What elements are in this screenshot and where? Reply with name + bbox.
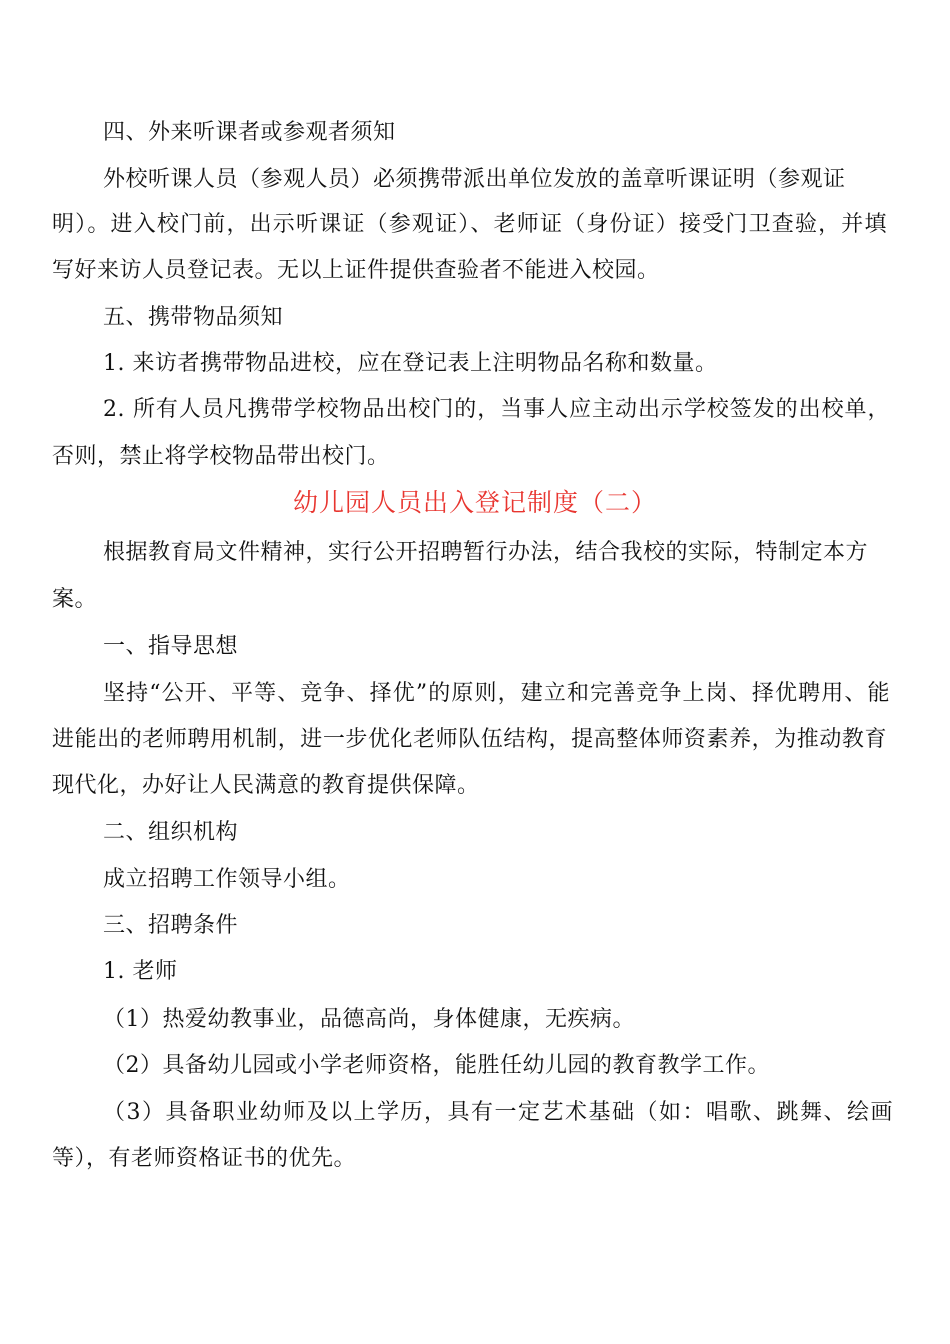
section-5-item-2: 2. 所有人员凡携带学校物品出校门的，当事人应主动出示学校签发的出校单，	[103, 397, 890, 422]
part-3-subheading: 1. 老师	[103, 959, 178, 984]
intro-line: 根据教育局文件精神，实行公开招聘暂行办法，结合我校的实际，特制定本方	[103, 540, 869, 565]
part-3-heading: 三、招聘条件	[103, 913, 239, 938]
part-2-paragraph-line: 成立招聘工作领导小组。	[103, 867, 351, 892]
intro-line: 案。	[52, 587, 98, 612]
section-4-heading: 四、外来听课者或参观者须知	[103, 120, 396, 145]
section-5-item-2-continued: 否则，禁止将学校物品带出校门。	[52, 444, 390, 469]
section-5-heading: 五、携带物品须知	[103, 305, 284, 330]
part-1-paragraph-line: 坚持“公开、平等、竞争、择优”的原则，建立和完善竞争上岗、择优聘用、能	[103, 681, 890, 706]
part-2-heading: 二、组织机构	[103, 820, 239, 845]
requirement-1: （1）热爱幼教事业，品德高尚，身体健康，无疾病。	[103, 1007, 635, 1032]
requirement-3: （3）具备职业幼师及以上学历，具有一定艺术基础（如：唱歌、跳舞、绘画	[103, 1100, 893, 1125]
section-4-paragraph-line: 明）。进入校门前，出示听课证（参观证）、老师证（身份证）接受门卫查验，并填	[52, 212, 887, 237]
document-title: 幼儿园人员出入登记制度（二）	[292, 488, 657, 517]
section-4-paragraph-line: 写好来访人员登记表。无以上证件提供查验者不能进入校园。	[52, 258, 660, 283]
part-1-paragraph-line: 现代化，办好让人民满意的教育提供保障。	[52, 773, 480, 798]
requirement-3-continued: 等），有老师资格证书的优先。	[52, 1146, 357, 1171]
requirement-2: （2）具备幼儿园或小学老师资格，能胜任幼儿园的教育教学工作。	[103, 1053, 770, 1078]
part-1-paragraph-line: 进能出的老师聘用机制，进一步优化老师队伍结构，提高整体师资素养，为推动教育	[52, 727, 887, 752]
section-5-item-1: 1. 来访者携带物品进校，应在登记表上注明物品名称和数量。	[103, 351, 718, 376]
part-1-heading: 一、指导思想	[103, 634, 239, 659]
section-4-paragraph-line: 外校听课人员（参观人员）必须携带派出单位发放的盖章听课证明（参观证	[103, 167, 846, 192]
